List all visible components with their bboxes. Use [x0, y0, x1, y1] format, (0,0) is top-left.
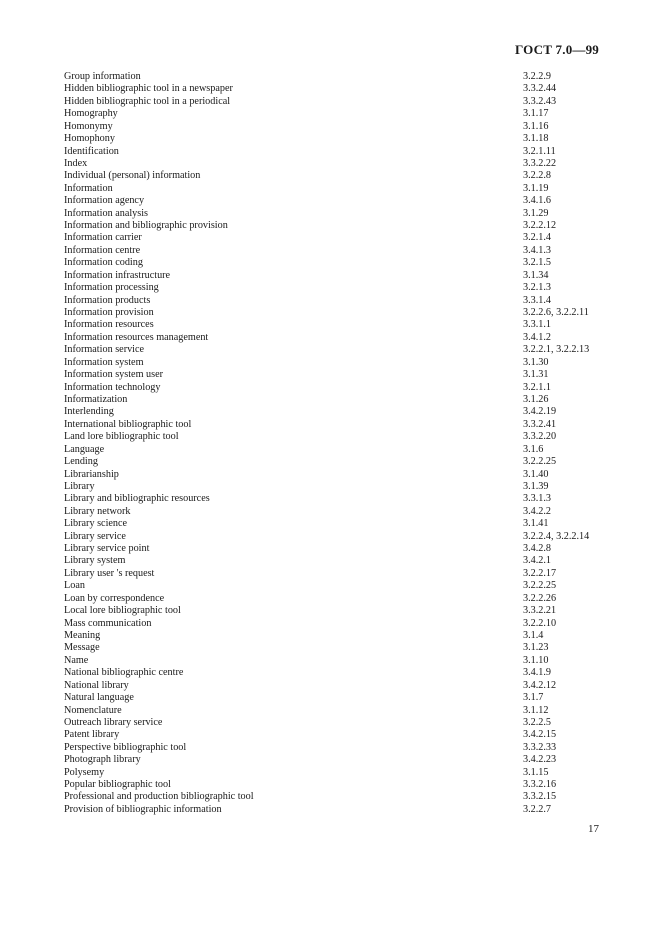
index-term: Lending [64, 456, 98, 468]
index-term: Information technology [64, 381, 161, 393]
index-reference: 3.1.16 [523, 120, 549, 132]
index-term: Language [64, 443, 105, 455]
index-reference: 3.2.2.25 [523, 456, 557, 468]
index-entry [64, 791, 604, 803]
index-entry [64, 195, 604, 207]
index-reference: 3.4.1.9 [523, 667, 552, 679]
index-term: Local lore bibliographic tool [64, 605, 181, 617]
index-reference: 3.4.2.15 [523, 729, 557, 741]
index-reference: 3.1.6 [523, 443, 544, 455]
index-reference: 3.1.17 [523, 108, 549, 120]
index-entry [64, 295, 604, 307]
index-entry [64, 705, 604, 717]
index-term: Patent library [64, 729, 120, 741]
index-reference: 3.3.2.33 [523, 741, 557, 753]
index-entry [64, 618, 604, 630]
index-entry [64, 779, 604, 791]
index-entry [64, 220, 604, 232]
index-term: National bibliographic centre [64, 667, 184, 679]
index-term: Photograph library [64, 754, 141, 766]
index-term: Professional and production bibliographic tool [64, 791, 254, 803]
index-reference: 3.1.26 [523, 393, 549, 405]
index-reference: 3.1.39 [523, 480, 549, 492]
index-reference: 3.2.2.4, 3.2.2.14 [523, 530, 590, 542]
index-entry [64, 282, 604, 294]
index-reference: 3.1.12 [523, 704, 549, 716]
index-entry [64, 580, 604, 592]
index-term: Information infrastructure [64, 269, 171, 281]
index-reference: 3.3.2.44 [523, 83, 557, 95]
index-reference: 3.1.15 [523, 766, 549, 778]
index-term: Mass communication [64, 617, 152, 629]
index-entry [64, 667, 604, 679]
index-term: Hidden bibliographic tool in a periodical [64, 95, 231, 107]
index-entry [64, 133, 604, 145]
index-reference: 3.2.2.17 [523, 567, 557, 579]
index-entry [64, 357, 604, 369]
index-reference: 3.2.2.25 [523, 580, 557, 592]
index-reference: 3.3.2.43 [523, 95, 557, 107]
index-reference: 3.1.23 [523, 642, 549, 654]
index-term: Library user 's request [64, 567, 155, 579]
index-entry [64, 804, 604, 816]
index-term: Library science [64, 518, 128, 530]
index-entry [64, 332, 604, 344]
index-term: Group information [64, 71, 141, 82]
index-reference: 3.3.1.3 [523, 493, 552, 505]
index-entry [64, 568, 604, 580]
index-term: Information products [64, 294, 151, 306]
index-entry [64, 208, 604, 220]
index-reference: 3.2.2.7 [523, 803, 552, 815]
index-entry [64, 183, 604, 195]
index-list [64, 71, 604, 816]
index-term: Information system user [64, 369, 164, 381]
index-entry [64, 319, 604, 331]
index-entry [64, 121, 604, 133]
index-entry [64, 481, 604, 493]
index-reference: 3.2.1.11 [523, 145, 556, 157]
index-entry [64, 767, 604, 779]
index-term: Library network [64, 505, 131, 517]
index-term: Index [64, 157, 88, 169]
index-reference: 3.4.2.2 [523, 505, 552, 517]
index-term: International bibliographic tool [64, 418, 192, 430]
index-entry [64, 518, 604, 530]
index-term: Information resources management [64, 331, 209, 343]
index-entry [64, 642, 604, 654]
index-reference: 3.1.10 [523, 654, 549, 666]
index-term: Information coding [64, 257, 143, 269]
index-term: National library [64, 679, 129, 691]
index-entry [64, 257, 604, 269]
index-term: Library system [64, 555, 126, 567]
index-entry [64, 270, 604, 282]
index-term: Provision of bibliographic information [64, 803, 222, 815]
index-term: Information [64, 182, 113, 194]
page-number: 17 [588, 823, 599, 835]
index-reference: 3.3.1.1 [523, 319, 552, 331]
index-reference: 3.1.41 [523, 518, 549, 530]
index-reference: 3.2.2.10 [523, 617, 557, 629]
index-entry [64, 419, 604, 431]
index-entry [64, 146, 604, 158]
index-reference: 3.2.2.1, 3.2.2.13 [523, 344, 590, 356]
index-reference: 3.2.2.26 [523, 592, 557, 604]
index-term: Identification [64, 145, 119, 157]
index-reference: 3.3.2.20 [523, 431, 557, 443]
index-term: Information analysis [64, 207, 149, 219]
index-reference: 3.3.1.4 [523, 294, 552, 306]
index-entry [64, 493, 604, 505]
index-term: Information resources [64, 319, 154, 331]
index-entry [64, 431, 604, 443]
index-reference: 3.1.34 [523, 269, 549, 281]
index-reference: 3.4.2.1 [523, 555, 552, 567]
index-entry [64, 754, 604, 766]
index-term: Information system [64, 356, 144, 368]
index-term: Individual (personal) information [64, 170, 201, 182]
index-reference: 3.4.1.3 [523, 244, 552, 256]
index-reference: 3.2.1.3 [523, 282, 552, 294]
index-entry [64, 158, 604, 170]
index-term: Information carrier [64, 232, 142, 244]
index-entry [64, 344, 604, 356]
index-reference: 3.2.1.1 [523, 381, 552, 393]
index-term: Homophony [64, 133, 115, 145]
index-reference: 3.2.1.5 [523, 257, 552, 269]
index-entry [64, 71, 604, 83]
index-entry [64, 456, 604, 468]
index-reference: 3.1.40 [523, 468, 549, 480]
index-term: Information agency [64, 195, 145, 207]
index-entry [64, 543, 604, 555]
index-reference: 3.2.1.4 [523, 232, 552, 244]
index-entry [64, 394, 604, 406]
index-term: Popular bibliographic tool [64, 779, 171, 791]
index-term: Librarianship [64, 468, 119, 480]
index-reference: 3.1.31 [523, 369, 549, 381]
index-entry [64, 96, 604, 108]
index-term: Library service [64, 530, 126, 542]
index-term: Perspective bibliographic tool [64, 741, 187, 753]
index-reference: 3.1.7 [523, 692, 544, 704]
index-term: Library and bibliographic resources [64, 493, 210, 505]
standard-code-header: ГОСТ 7.0—99 [515, 42, 599, 57]
index-term: Information service [64, 344, 145, 356]
index-term: Loan by correspondence [64, 592, 165, 604]
index-term: Homography [64, 108, 118, 120]
index-term: Informatization [64, 393, 128, 405]
index-reference: 3.4.2.12 [523, 679, 557, 691]
index-entry [64, 692, 604, 704]
index-entry [64, 555, 604, 567]
index-reference: 3.4.2.19 [523, 406, 557, 418]
index-entry [64, 655, 604, 667]
index-entry [64, 232, 604, 244]
index-entry [64, 469, 604, 481]
index-reference: 3.2.2.12 [523, 220, 557, 232]
index-entry [64, 531, 604, 543]
index-entry [64, 717, 604, 729]
index-reference: 3.4.2.8 [523, 543, 552, 555]
index-reference: 3.1.30 [523, 356, 549, 368]
index-reference: 3.3.2.15 [523, 791, 557, 803]
index-term: Land lore bibliographic tool [64, 431, 179, 443]
index-entry [64, 245, 604, 257]
index-entry [64, 444, 604, 456]
index-term: Meaning [64, 629, 101, 641]
index-reference: 3.2.2.6, 3.2.2.11 [523, 307, 589, 319]
index-term: Message [64, 642, 100, 654]
index-entry [64, 369, 604, 381]
index-entry [64, 729, 604, 741]
index-reference: 3.2.2.5 [523, 716, 552, 728]
index-reference: 3.1.4 [523, 629, 544, 641]
index-reference: 3.3.2.16 [523, 779, 557, 791]
index-term: Nomenclature [64, 704, 122, 716]
index-reference: 3.1.29 [523, 207, 549, 219]
index-term: Library [64, 480, 95, 492]
index-entry [64, 605, 604, 617]
index-entry [64, 382, 604, 394]
index-term: Library service point [64, 543, 150, 555]
index-term: Name [64, 654, 89, 666]
index-term: Information centre [64, 244, 141, 256]
index-term: Information processing [64, 282, 159, 294]
index-reference: 3.4.2.23 [523, 754, 557, 766]
index-entry [64, 406, 604, 418]
index-entry [64, 630, 604, 642]
index-entry [64, 83, 604, 95]
index-reference: 3.2.2.9 [523, 71, 552, 82]
index-term: Outreach library service [64, 716, 163, 728]
index-entry [64, 170, 604, 182]
index-term: Information and bibliographic provision [64, 220, 228, 232]
index-reference: 3.4.1.2 [523, 331, 552, 343]
index-term: Polysemy [64, 766, 105, 778]
index-term: Information provision [64, 307, 154, 319]
index-entry [64, 593, 604, 605]
index-entry [64, 742, 604, 754]
index-term: Interlending [64, 406, 114, 418]
index-reference: 3.3.2.22 [523, 157, 557, 169]
index-term: Homonymy [64, 120, 113, 132]
index-reference: 3.1.18 [523, 133, 549, 145]
index-reference: 3.1.19 [523, 182, 549, 194]
index-entry [64, 307, 604, 319]
index-reference: 3.4.1.6 [523, 195, 552, 207]
index-entry [64, 506, 604, 518]
index-reference: 3.3.2.21 [523, 605, 557, 617]
index-term: Loan [64, 580, 85, 592]
index-reference: 3.2.2.8 [523, 170, 552, 182]
index-entry [64, 680, 604, 692]
index-term: Hidden bibliographic tool in a newspaper [64, 83, 233, 95]
index-reference: 3.3.2.41 [523, 418, 557, 430]
index-term: Natural language [64, 692, 134, 704]
index-entry [64, 108, 604, 120]
